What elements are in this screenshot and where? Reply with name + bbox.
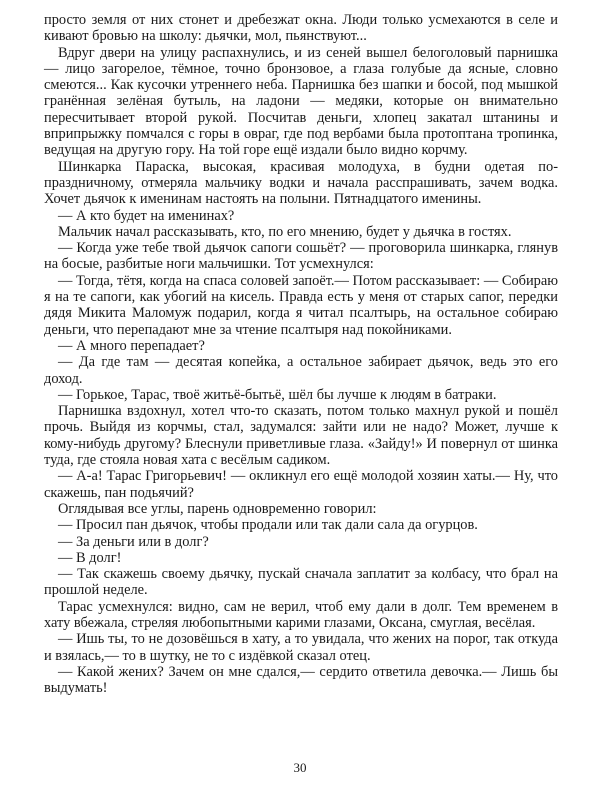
paragraph: Шинкарка Параска, высокая, красивая молодуха, в будни одетая по-праздничному, отмеряла мальчику водки и начала расспрашивать, зачем водка. Хочет дьячок к именинам настоять на полыни. Пятнадцатого именины. [44,158,558,208]
paragraph: — Так скажешь своему дьячку, пускай сначала заплатит за колбасу, что брал на прошлой неделе. [44,566,558,599]
paragraph: Мальчик начал рассказывать, кто, по его мнению, будет у дьячка в гостях. [58,223,512,240]
paragraph: Оглядывая все углы, парень одновременно говорил: [58,500,377,517]
paragraph: — В долг! [58,549,122,566]
paragraph: — А кто будет на именинах? [58,207,235,224]
paragraph: — За деньги или в долг? [58,533,209,550]
paragraph: — Горькое, Тарас, твоё житьё-бытьё, шёл бы лучше к людям в батраки. [58,386,497,403]
paragraph: — А-а! Тарас Григорьевич! — окликнул его ещё молодой хозяин хаты.— Ну, что скажешь, пан подьячий? [44,468,558,501]
paragraph: — Просил пан дьячок, чтобы продали или так дали сала да огурцов. [58,517,478,534]
paragraph: — Ишь ты, то не дозовёшься в хату, а то увидала, что жених на порог, так откуда и взялась,— то в шутку, не то с издёвкой сказал отец. [44,631,558,664]
page-number: 30 [293,760,307,775]
paragraph: — Какой жених? Зачем он мне сдался,— сердито ответила девочка.— Лишь бы выдумать! [44,663,558,697]
paragraph: Парнишка вздохнул, хотел что-то сказать, потом только махнул рукой и пошёл прочь. Выйдя из корчмы, стал, задумался: зайти или не надо? Может, лучше к кому-нибудь другому? Блеснули приветливые глаза. «Зайду!» И повернул от шинка туда, где стояла новая хата с весёлым садиком. [44,403,558,469]
paragraph: Тарас усмехнулся: видно, сам не верил, чтоб ему дали в долг. Тем временем в хату вбежала, стреляя любопытными карими глазами, Оксана, смуглая, весёлая. [44,598,558,631]
page-text [44,12,558,696]
paragraph: — Тогда, тётя, когда на спаса соловей запоёт.— Потом рассказывает: — Собираю я на те сапоги, как убогий на кисель. Правда есть у меня от старых сапог, передки дядя Микита Маломуж подарил, когда я читал псалтырь, на остальное собираю деньги, что перепадают мне за чтение псалтыря над покойниками. [44,272,558,338]
paragraph: — Да где там — десятая копейка, а остальное забирает дьячок, ведь это его доход. [44,354,558,387]
paragraph: просто земля от них стонет и дребезжат окна. Люди только усмехаются в селе и кивают бровью на школу: дьячки, мол, пьянствуют... [44,12,558,45]
paragraph: — А много перепадает? [58,337,205,354]
paragraph: — Когда уже тебе твой дьячок сапоги сошьёт? — проговорила шинкарка, глянув на босые, разбитые ноги мальчишки. Тот усмехнулся: [44,240,558,273]
paragraph: Вдруг двери на улицу распахнулись, и из сеней вышел белоголовый парнишка — лицо загорелое, тёмное, точно бронзовое, а глаза голубые да ясные, словно смеются... Как кусочки утреннего неба. Парнишка без шапки и босой, под мышкой гранённая зелёная бутыль, на ладони — медяки, которые он внимательно пересчитывает второй рукой. Посчитав деньги, хлопец закатал штанины и вприпрыжку помчался с горы в овраг, где под вербами была протоптана тропинка, ведущая на другую гору. На той горе ещё издали было видно корчму. [44,44,558,159]
